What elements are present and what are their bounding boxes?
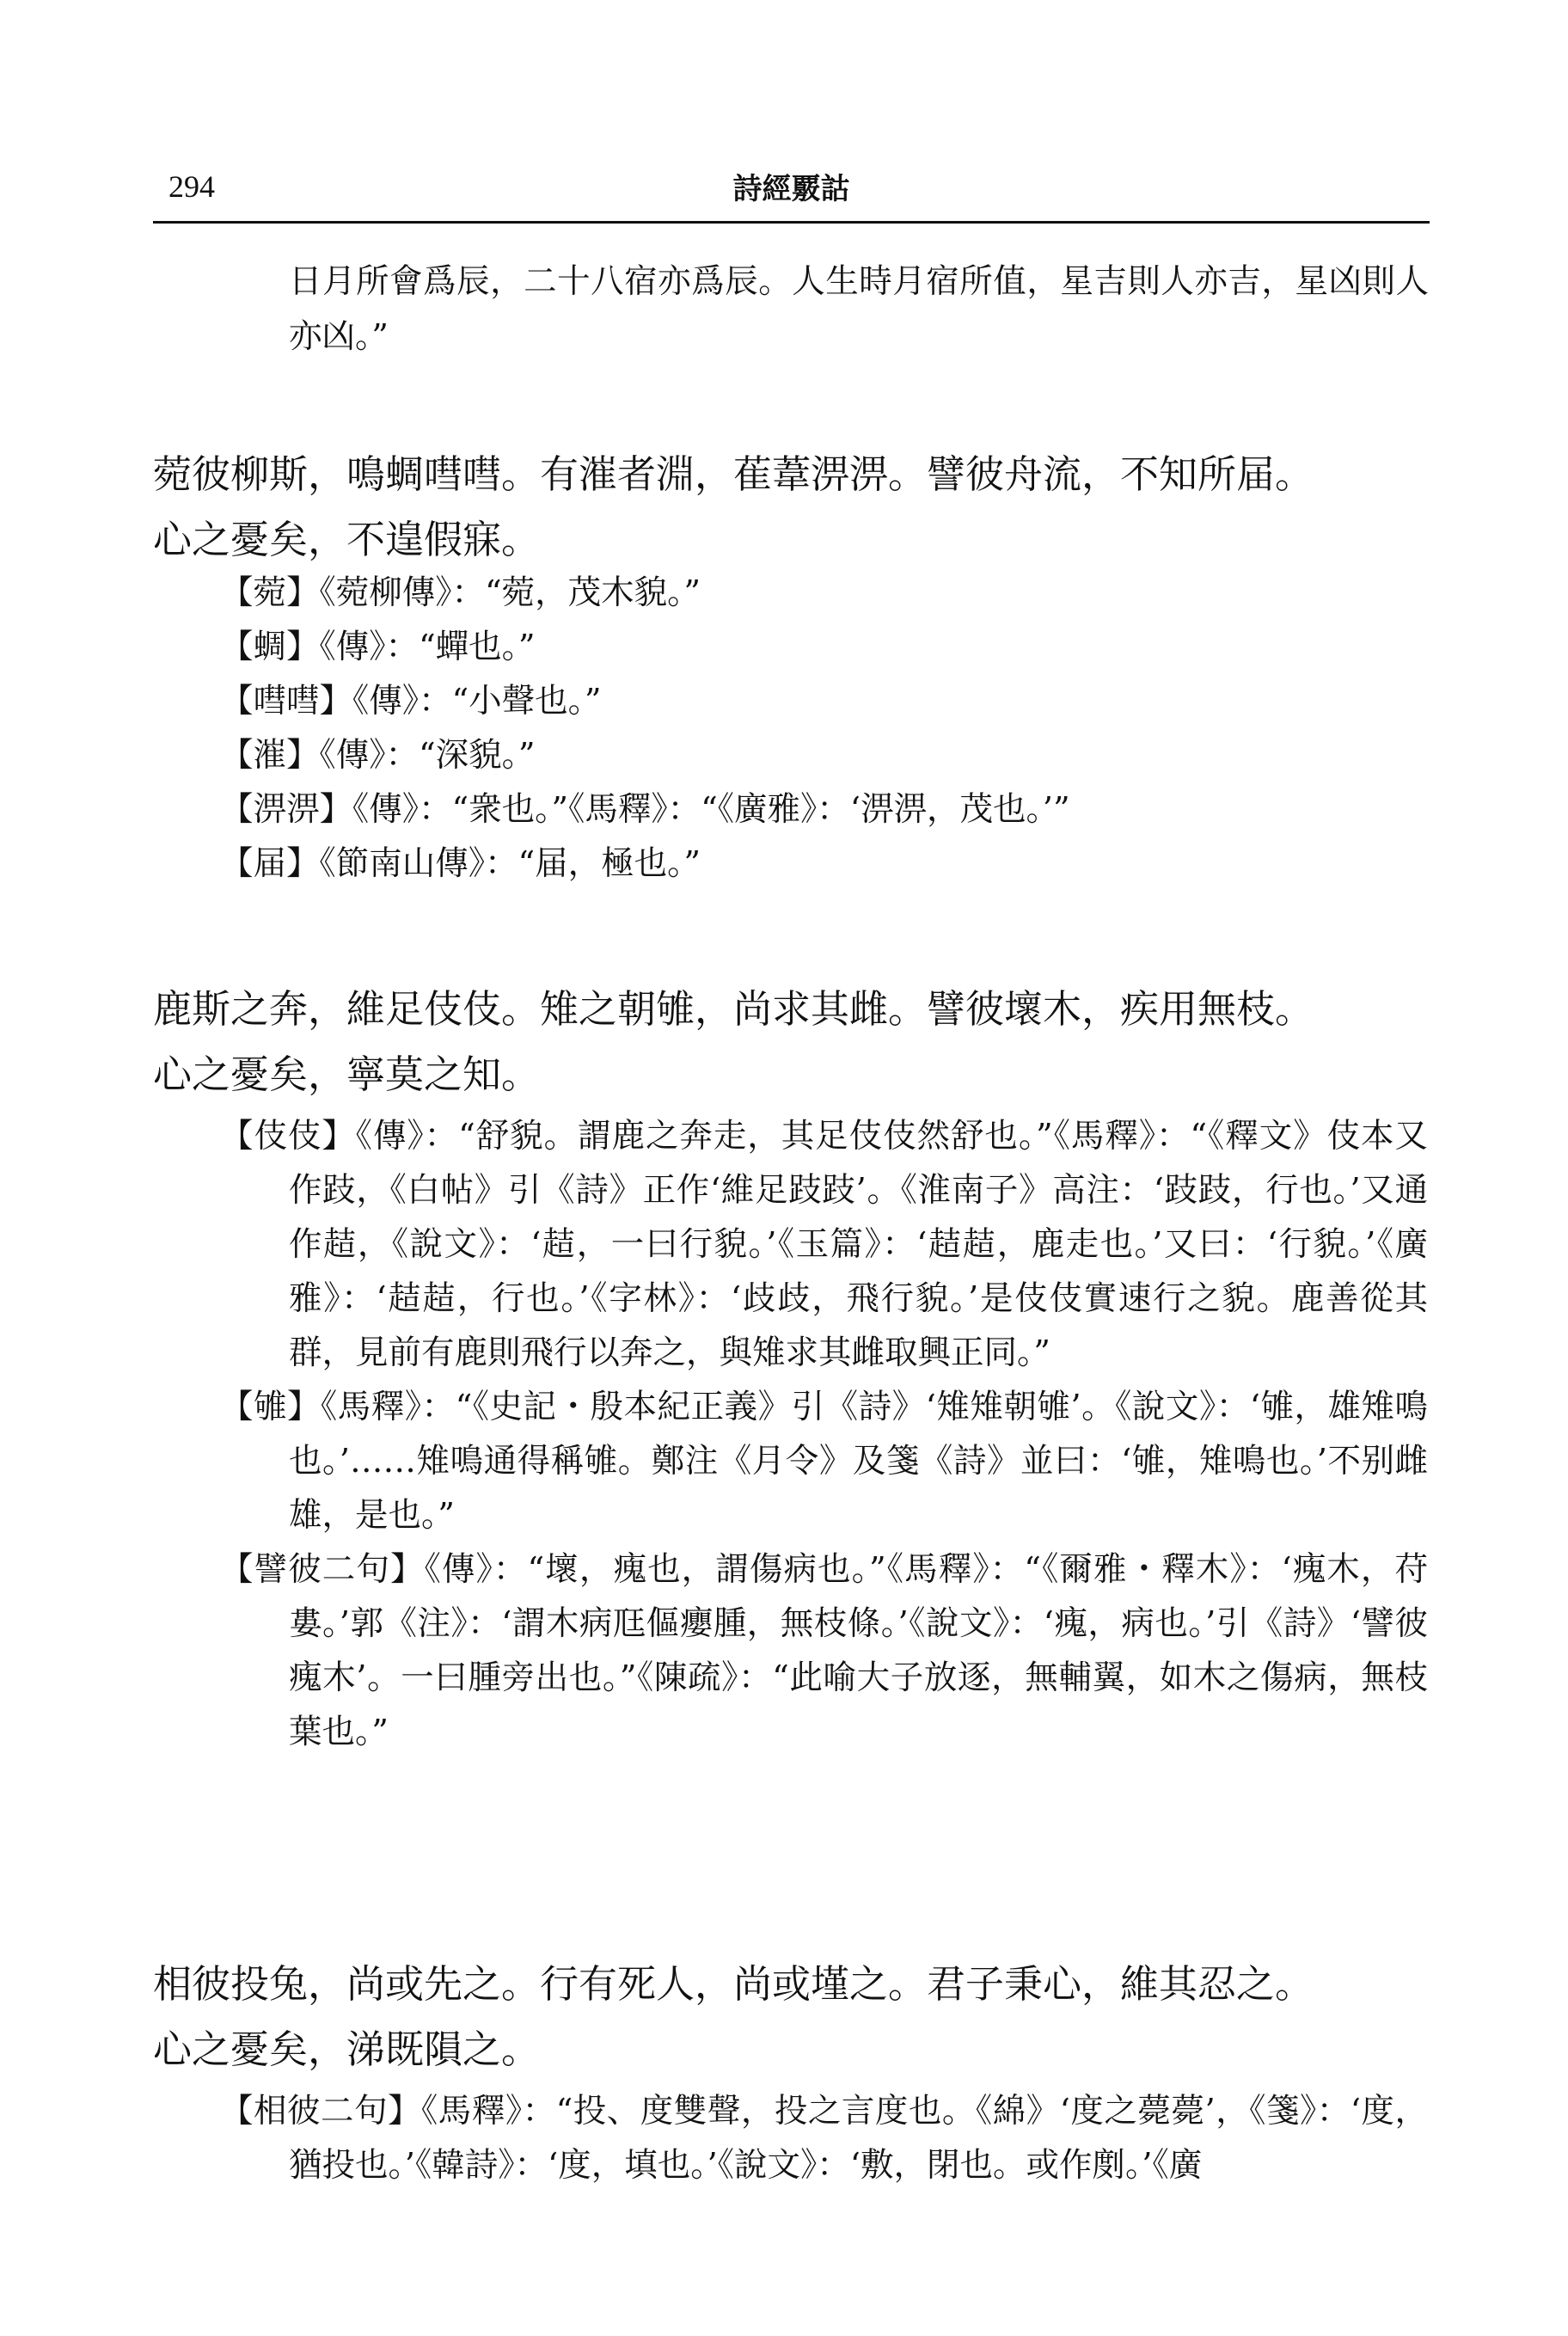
gloss-entry: 【嘒嘒】《傳》：“小聲也。”	[220, 682, 602, 720]
gloss-entry: 【譬彼二句】《傳》：“壞，瘣也，謂傷病也。”《馬釋》：“《爾雅・釋木》：‘瘣木，苻婁。’郭《注》：‘謂木病尫傴癭腫，無枝條。’《說文》：‘瘣，病也。’引《詩》‘譬彼瘣木’。一曰腫旁出也。”《陳疏》：“此喻大子放逐，無輔翼，如木之傷病，無枝葉也。”	[220, 1550, 1428, 1751]
verse-line: 心之憂矣，不遑假寐。	[153, 517, 541, 562]
stanza-2-glosses	[220, 1109, 1428, 1759]
page-header	[153, 163, 1430, 215]
gloss-entry: 【届】《節南山傳》：“届，極也。”	[220, 844, 701, 883]
gloss-entry: 【相彼二句】《馬釋》：“投、度雙聲，投之言度也。《綿》‘度之薨薨’，《箋》：‘度，猶投也。’《韓詩》：‘度，填也。’《說文》：‘敷，閉也。或作剫。’《廣	[220, 2092, 1428, 2185]
gloss-entry: 【雊】《馬釋》：“《史記・殷本紀正義》引《詩》‘雉雉朝雊’。《說文》：‘雊，雄雉鳴也。’……雉鳴通得稱雊。鄭注《月令》及箋《詩》並曰：‘雊，雉鳴也。’不别雌雄，是也。”	[220, 1388, 1428, 1535]
verse-line: 心之憂矣，涕既隕之。	[153, 2026, 541, 2072]
verse-line: 鹿斯之奔，維足伎伎。雉之朝雊，尚求其雌。譬彼壞木，疾用無枝。	[153, 986, 1314, 1032]
stanza-2-verse	[153, 977, 1314, 1107]
verse-line: 心之憂矣，寧莫之知。	[153, 1052, 541, 1097]
verse-line: 相彼投兔，尚或先之。行有死人，尚或墐之。君子秉心，維其忍之。	[153, 1961, 1314, 2007]
gloss-entry: 【淠淠】《傳》：“衆也。”《馬釋》：“《廣雅》：‘淠淠，茂也。’”	[220, 790, 1070, 829]
page-number: 294	[168, 169, 215, 204]
verse-line: 菀彼柳斯，鳴蜩嘒嘒。有漼者淵，萑葦淠淠。譬彼舟流，不知所届。	[153, 451, 1314, 497]
gloss-entry: 【蜩】《傳》：“蟬也。”	[220, 628, 536, 666]
running-title: 詩經覈詁	[732, 172, 850, 206]
continued-note: 日月所會爲辰，二十八宿亦爲辰。人生時月宿所值，星吉則人亦吉，星凶則人亦凶。”	[289, 262, 1429, 356]
header-rule	[153, 221, 1430, 224]
stanza-3-glosses	[220, 2084, 1428, 2192]
gloss-entry: 【伎伎】《傳》：“舒貌。謂鹿之奔走，其足伎伎然舒也。”《馬釋》：“《釋文》伎本又作跂，《白帖》引《詩》正作‘維足跂跂’。《淮南子》高注：‘跂跂，行也。’又通作趌，《說文》：‘趌，一曰行貌。’《玉篇》：‘趌趌，鹿走也。’又曰：‘行貌。’《廣雅》：‘趌趌，行也。’《字林》：‘歧歧，飛行貌。’是伎伎實速行之貌。鹿善從其群，見前有鹿則飛行以奔之，與雉求其雌取興正同。”	[220, 1117, 1428, 1372]
stanza-3-verse	[153, 1952, 1314, 2082]
stanza-1-glosses	[220, 566, 1428, 891]
gloss-entry: 【漼】《傳》：“深貌。”	[220, 736, 536, 775]
gloss-entry: 【菀】《菀柳傳》：“菀，茂木貌。”	[220, 573, 701, 612]
stanza-1-verse	[153, 442, 1314, 573]
